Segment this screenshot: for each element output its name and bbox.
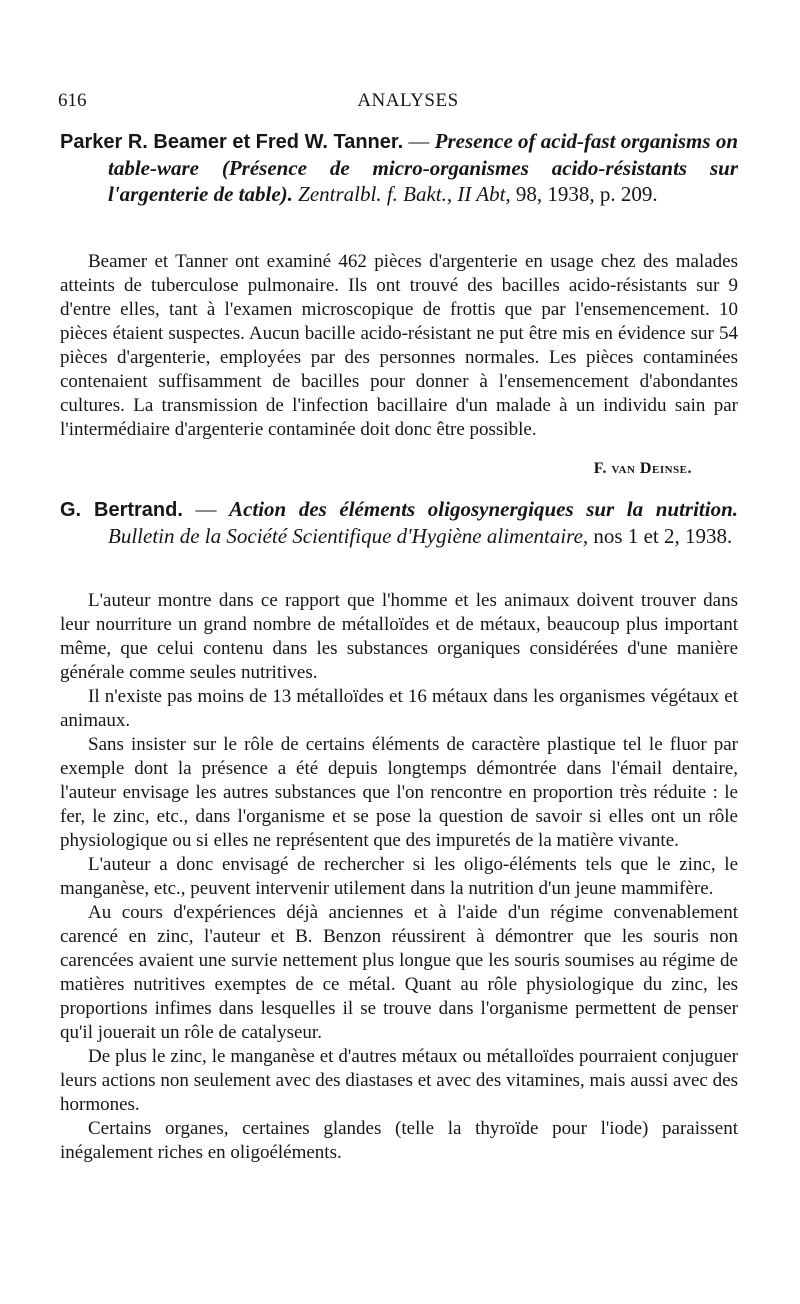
entry-2-paragraph-7: Certains organes, certaines glandes (telle la thyroïde pour l'iode) paraissent inégalement riches en oligoéléments. (60, 1118, 738, 1163)
entry-2-paragraph-1: L'auteur montre dans ce rapport que l'homme et les animaux doivent trouver dans leur nourriture un grand nombre de métalloïdes et de métaux, beaucoup plus important même, que celui contenu dans les substances organiques considérées d'une manière générale comme seules nutritives. (60, 590, 738, 683)
entry-2-authors: G. Bertrand. (60, 499, 183, 521)
entry-2-paragraph-5: Au cours d'expériences déjà anciennes et à l'aide d'un régime convenablement carencé en zinc, l'auteur et B. Benzon réussirent à démontrer que les souris non carencées avaient une survie nettement plus longue que les souris soumises au régime de matières nutritives exemptes de ce métal. Quant au rôle physiologique du zinc, les proportions infimes dans lesquelles il se trouve dans l'organisme permettent de penser qu'il jouerait un rôle de catalyseur. (60, 902, 738, 1043)
page-header (58, 86, 758, 116)
signature-initial: F. (593, 460, 612, 477)
entry-1-title: Presence of acid-fast organisms on table-ware (Présence de micro-organismes acido-résistants sur l'argenterie de table). (108, 129, 738, 206)
entry-1-citation: 98, 1938, p. 209. (510, 182, 658, 206)
signature-name: van Deinse. (611, 460, 692, 477)
entry-2-dash: — (182, 497, 230, 521)
page-number: 616 (58, 90, 87, 111)
entry-1-heading (60, 128, 738, 207)
entry-2-source: Bulletin de la Société Scientifique d'Hygiène alimentaire, (108, 524, 589, 548)
running-title: ANALYSES (357, 90, 459, 111)
entry-1-paragraph: Beamer et Tanner ont examiné 462 pièces d'argenterie en usage chez des malades atteints de tuberculose pulmonaire. Ils ont trouvé des bacilles acido-résistants sur 9 d'entre elles, tant à l'examen microscopique de frottis que par l'ensemencement. 10 pièces étaient suspectes. Aucun bacille acido-résistant ne put être mis en évidence sur 54 pièces d'argenterie, employées par des personnes normales. Les pièces contaminées contenaient suffisamment de bacilles pour donner à l'ensemencement d'abondantes cultures. La transmission de l'infection bacillaire d'un malade à un individu sain par l'intermédiaire d'argenterie contaminée doit donc être possible. (60, 251, 738, 440)
entry-2-citation: nos 1 et 2, 1938. (588, 524, 733, 548)
entry-2-paragraph-2: Il n'existe pas moins de 13 métalloïdes et 16 métaux dans les organismes végétaux et animaux. (60, 686, 738, 731)
entry-2-paragraph-4: L'auteur a donc envisagé de rechercher si les oligo-éléments tels que le zinc, le manganèse, etc., peuvent intervenir utilement dans la nutrition d'un jeune mammifère. (60, 854, 738, 899)
entry-1-authors: Parker R. Beamer et Fred W. Tanner. (60, 131, 404, 153)
entry-1-dash: — (403, 129, 435, 153)
entry-2-paragraph-6: De plus le zinc, le manganèse et d'autres métaux ou métalloïdes pourraient conjuguer leurs actions non seulement avec des diastases et avec des vitamines, mais aussi avec des hormones. (60, 1046, 738, 1115)
entry-2-heading (60, 496, 738, 549)
entry-2-abstract (60, 589, 738, 1165)
entry-1-abstract (60, 250, 738, 442)
entry-1-source: Zentralbl. f. Bakt., II Abt, (292, 182, 511, 206)
entry-2-paragraph-3: Sans insister sur le rôle de certains éléments de caractère plastique tel le fluor par exemple dont la présence a été depuis longtemps démontrée dans l'émail dentaire, l'auteur envisage les autres substances que l'on rencontre en proportion très réduite : le fer, le zinc, etc., dans l'organisme et se pose la question de savoir si elles ont un rôle physiologique ou si elles ne représentent que des impuretés de la matière vivante. (60, 734, 738, 851)
entry-2-title: Action des éléments oligosynergiques sur la nutrition. (229, 497, 739, 521)
entry-1-signature (594, 460, 692, 478)
